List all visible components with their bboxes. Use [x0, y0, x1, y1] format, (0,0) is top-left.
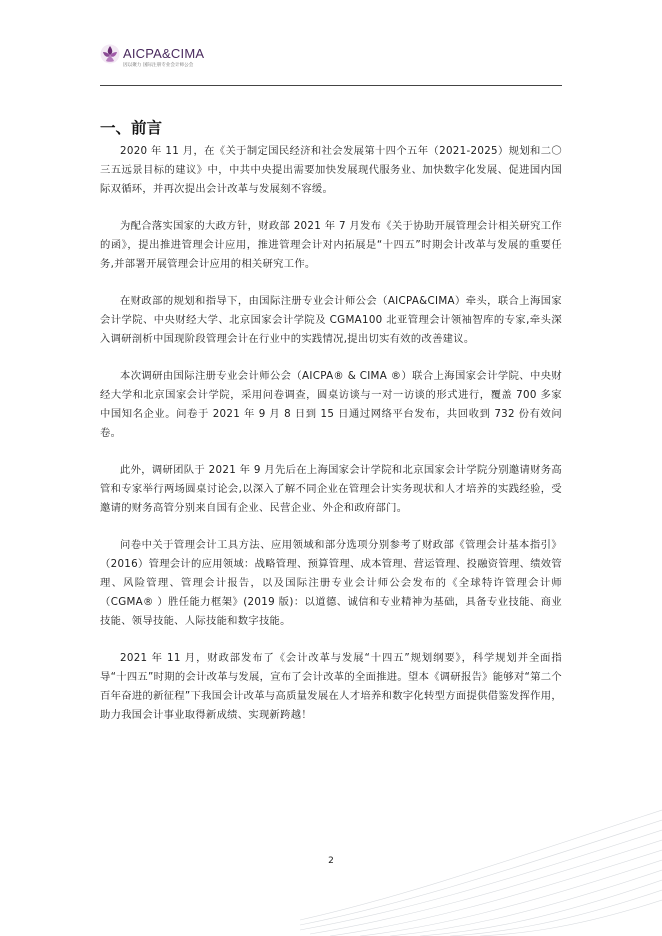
- aicpa-cima-logo-icon: [100, 44, 120, 64]
- paragraph: 此外，调研团队于 2021 年 9 月先后在上海国家会计学院和北京国家会计学院分别邀请财务高管和专家举行两场圆桌讨论会,以深入了解不同企业在管理会计实务现状和人才培养的实践经验，受邀请的财务高管分别来自国有企业、民营企业、外企和政府部门。: [100, 464, 562, 514]
- paragraph: 在财政部的规划和指导下，由国际注册专业会计师公会（AICPA&CIMA）牵头，联合上海国家会计学院、中央财经大学、北京国家会计学院及 CGMA100 北亚管理会计领袖智库的专家,牵头深入调研剖析中国现阶段管理会计在行业中的实践情况,提出切实有效的改善建议。: [100, 295, 562, 345]
- section-title: 一、前言: [100, 119, 163, 137]
- paragraph: 问卷中关于管理会计工具方法、应用领域和部分选项分别参考了财政部《管理会计基本指引》（2016）管理会计的应用领域：战略管理、预算管理、成本管理、营运管理、投融资管理、绩效管理、风险管理、管理会计报告，以及国际注册专业会计师公会发布的《全球特许管理会计师（CGMA® ）胜任能力框架》(2019 版)：以道德、诚信和专业精神为基础，具备专业技能、商业技能、领导技能、人际技能和数字技能。: [100, 539, 562, 627]
- paragraph: 2020 年 11 月，在《关于制定国民经济和社会发展第十四个五年（2021-2025）规划和二〇三五远景目标的建议》中，中共中央提出需要加快发展现代服务业、加快数字化发展、促进国内国际双循环，并再次提出会计改革与发展刻不容缓。: [100, 145, 562, 195]
- paragraph: 本次调研由国际注册专业会计师公会（AICPA® & CIMA ®）联合上海国家会计学院、中央财经大学和北京国家会计学院，采用问卷调查，圆桌访谈与一对一访谈的形式进行，覆盖 700 多家中国知名企业。问卷于 2021 年 9 月 8 日到 15 日通过网络平台发布，共回收到 732 份有效问卷。: [100, 370, 562, 439]
- header-divider: [100, 85, 562, 86]
- paragraph: 为配合落实国家的大政方针，财政部 2021 年 7 月发布《关于协助开展管理会计相关研究工作的函》，提出推进管理会计应用，推进管理会计对内拓展是“十四五”时期会计改革与发展的重要任务,并部署开展管理会计应用的相关研究工作。: [100, 220, 562, 270]
- logo-name: AICPA&CIMA: [123, 46, 205, 61]
- decorative-wave-lines: [300, 720, 662, 936]
- logo-tagline: 因以聚力 国际注册专业会计师公会: [123, 63, 194, 68]
- page-header: [100, 44, 562, 86]
- paragraph: 2021 年 11 月，财政部发布了《会计改革与发展“十四五”规划纲要》，科学规划并全面指导“十四五”时期的会计改革与发展，宣布了会计改革的全面推进。望本《调研报告》能够对“第二个百年奋进的新征程”下我国会计改革与高质量发展在人才培养和数字化转型方面提供借鉴发挥作用，助力我国会计事业取得新成绩、实现新跨越！: [100, 652, 562, 721]
- page-number: 2: [328, 856, 334, 866]
- body-text: [100, 142, 562, 743]
